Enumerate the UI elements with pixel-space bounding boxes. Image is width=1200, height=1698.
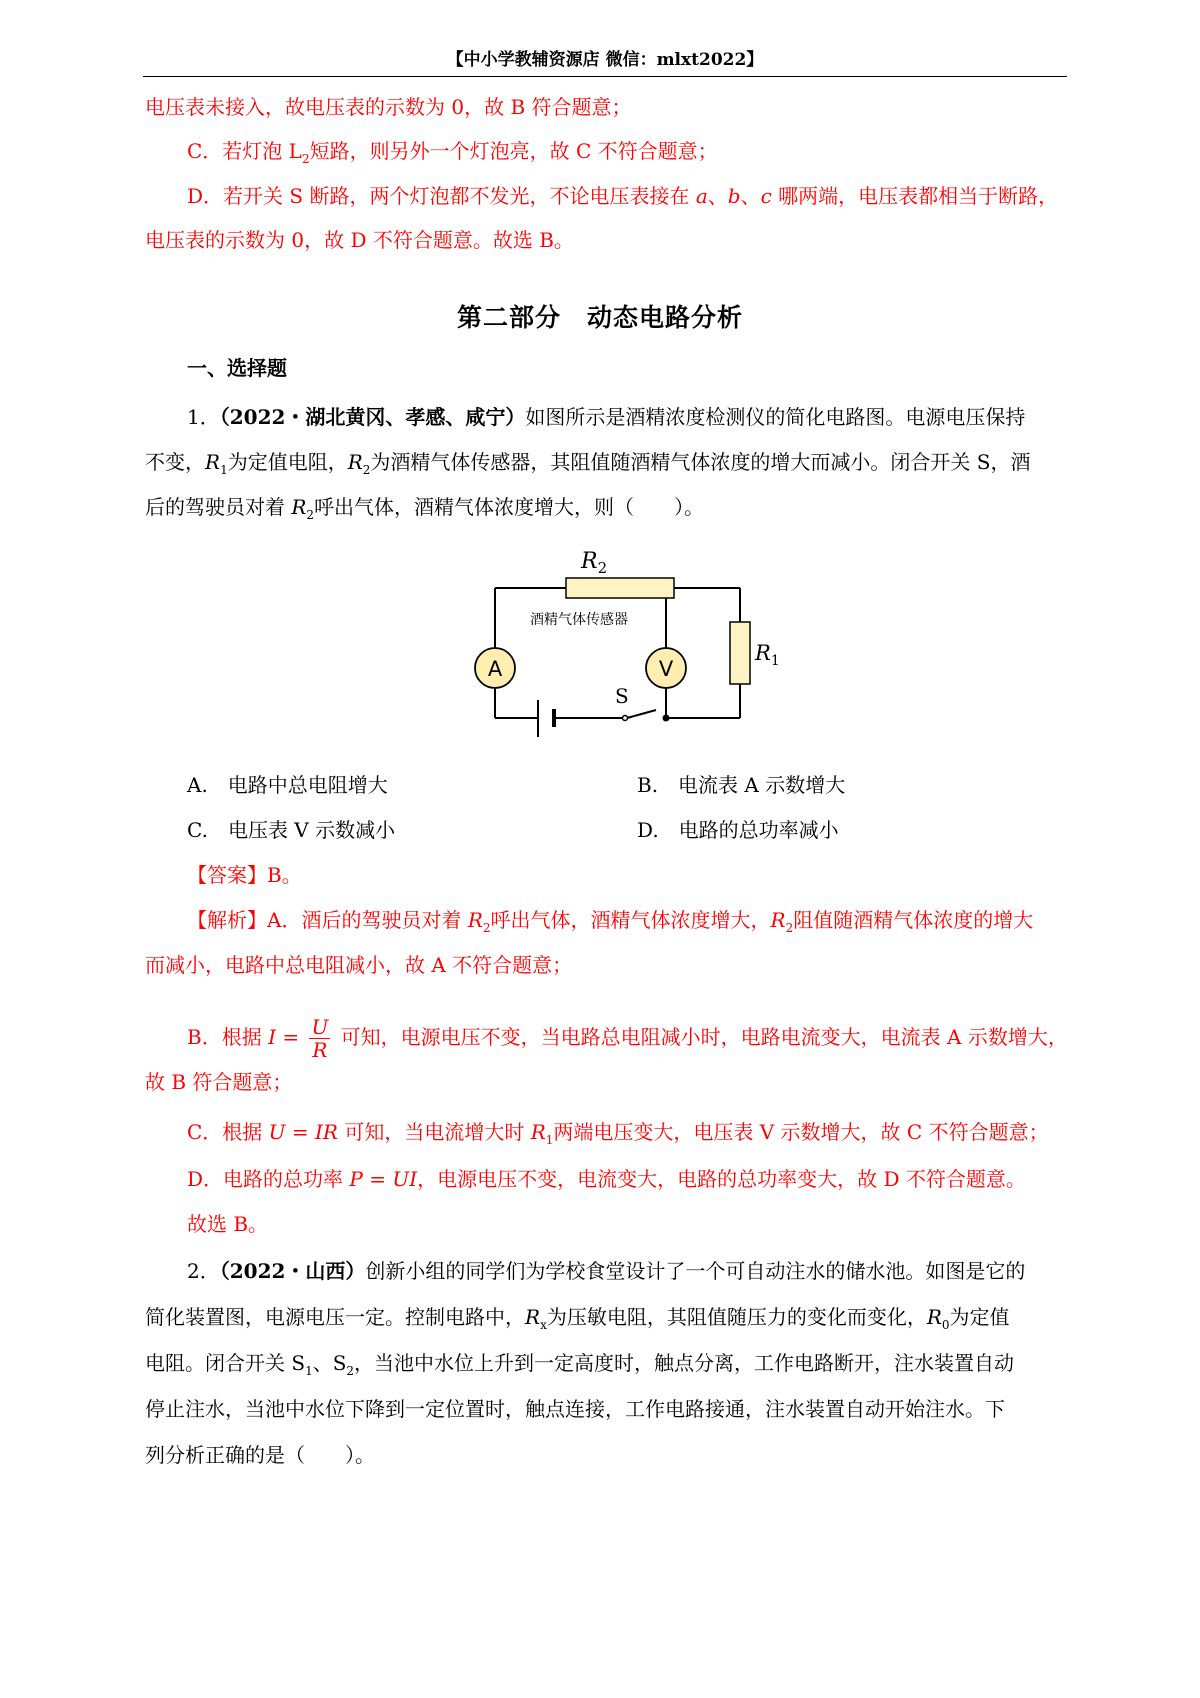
section-title: 第二部分 动态电路分析 [456,303,743,332]
q1-line-3: 后的驾驶员对着 $R_2$呼出气体，酒精气体浓度增大，则（ ）。 [145,495,705,522]
resistor-r2 [566,578,674,598]
analysis-b-line-1: B．根据 I = $\frac{U}{R}$ 可知，电源电压不变，当电路总电阻减小时，电路电流变大，电流表 A 示数增大， [187,1015,1068,1062]
q2-line-1: 2．（2022・山西）创新小组的同学们为学校食堂设计了一个可自动注水的储水池。如图是它的 [187,1259,1026,1283]
battery-symbol [538,700,554,737]
header-divider [143,76,1067,77]
switch-contact [623,716,628,721]
page-header: 【中小学教辅资源店 微信：mlxt2022】 [446,50,764,70]
q2-line-5: 列分析正确的是（ ）。 [145,1443,375,1467]
junction-dot [663,715,670,722]
q1-line-1: 1．（2022・湖北黄冈、孝感、咸宁）如图所示是酒精浓度检测仪的简化电路图。电源电压保持 [187,405,1026,429]
formula-fraction: $\frac{U}{R}$ [311,1015,329,1062]
sensor-label: 酒精气体传感器 [530,612,628,628]
q2-line-2: 简化装置图，电源电压一定。控制电路中，$R_x$为压敏电阻，其阻值随压力的变化而变化，$R_0$为定值 [145,1305,1010,1332]
option-a[interactable]: A. 电路中总电阻增大 [187,773,388,797]
analysis-a-line-1: 【解析】A．酒后的驾驶员对着 $R_2$呼出气体，酒精气体浓度增大，$R_2$阻值随酒精气体浓度的增大 [187,908,1034,935]
analysis-c: C．根据 U = IR 可知，当电流增大时 $R_1$两端电压变大，电压表 V 示数增大，故 C 不符合题意； [187,1120,1049,1147]
option-b[interactable]: B. 电流表 A 示数增大 [637,773,846,797]
explanation-line-d: D．若开关 S 断路，两个灯泡都不发光，不论电压表接在 a、b、c 哪两端，电压表都相当于断路， [187,184,1059,208]
circuit-diagram [470,545,780,745]
analysis-b-line-2: 故 B 符合题意； [145,1070,293,1094]
q1-answer: 【答案】B。 [187,863,302,887]
r2-label: $R_2$ [581,549,608,577]
option-d[interactable]: D. 电路的总功率减小 [637,818,839,842]
explanation-line-c: C．若灯泡 $L_2$短路，则另外一个灯泡亮，故 C 不符合题意； [187,139,718,166]
q2-line-3: 电阻。闭合开关 $S_1$、$S_2$，当池中水位上升到一定高度时，触点分离，工作电路断开，注水装置自动 [145,1351,1015,1378]
r1-label: $R_1$ [755,641,780,669]
resistor-r1 [730,622,750,684]
analysis-d: D．电路的总功率 P = UI，电源电压不变，电流变大，电路的总功率变大，故 D 不符合题意。 [187,1167,1026,1191]
q1-line-2: 不变，$R_1$为定值电阻，$R_2$为酒精气体传感器，其阻值随酒精气体浓度的增大而减小。闭合开关 S，酒 [145,450,1031,477]
option-c[interactable]: C. 电压表 V 示数减小 [187,818,396,842]
voltmeter-label: V [658,657,674,681]
explanation-line-d2: 电压表的示数为 0，故 D 不符合题意。故选 B。 [145,228,574,252]
subsection-heading: 一、选择题 [187,356,287,380]
analysis-final: 故选 B。 [187,1212,269,1236]
switch-label: S [615,684,629,708]
explanation-line-b: 电压表未接入，故电压表的示数为 0，故 B 符合题意； [145,95,632,119]
analysis-a-line-2: 而减小，电路中总电阻减小，故 A 不符合题意； [145,953,573,977]
ammeter-label: A [487,657,503,681]
q2-line-4: 停止注水，当池中水位下降到一定位置时，触点连接，工作电路接通，注水装置自动开始注水。下 [145,1397,1005,1421]
